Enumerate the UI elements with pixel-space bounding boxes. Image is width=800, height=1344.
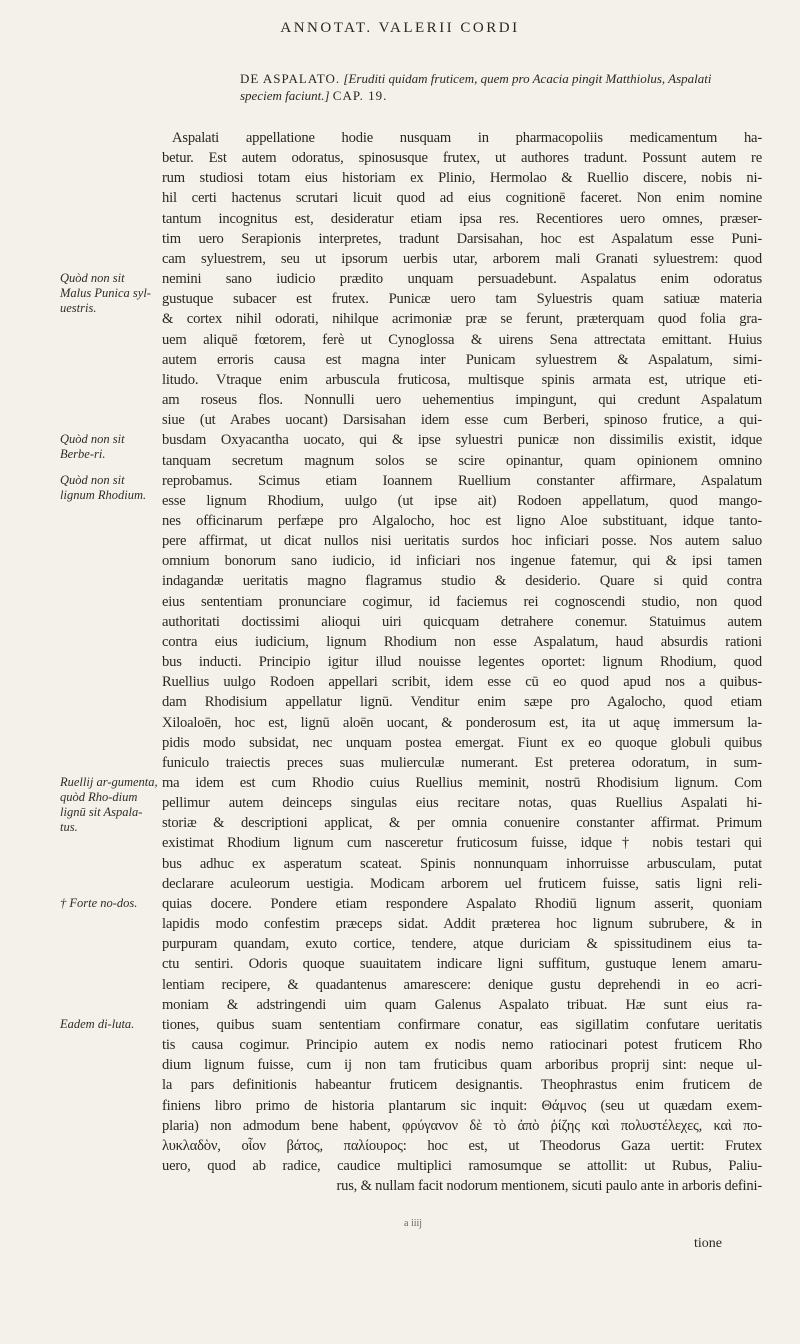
text-line: pidis modo subsidat, nec unquam postea emergat. Fiunt ex eo quoque globuli quibus	[162, 734, 762, 751]
text-line: litudo. Vtraque enim arbuscula fruticosa, multisque spinis armata est, utrique eti-	[162, 371, 762, 388]
text-line: betur. Est autem odoratus, spinosusque frutex, ut authores tradunt. Possunt autem re	[162, 150, 762, 167]
margin-note: Quòd non sit lignum Rhodium.	[60, 472, 147, 502]
text-line: omnium bonorum sano iudicio, id inficiari nos ingenue fatemur, qui & ipsi tamen	[162, 553, 762, 570]
text-line: nemini sano iudicio prædito unquam persuadebunt. Aspalatus enim odoratus	[162, 271, 762, 288]
text-line: finiens libro primo de historia plantarum sic inquit: Θάμνος (seu ut quædam exem-	[162, 1097, 762, 1114]
text-line: λυκλαδὸν, οἷον βάτος, παλίουρος: hoc est, ut Theodorus Gaza uertit: Frutex	[162, 1137, 762, 1154]
text-line: moniam & adstringendi uim quam Galenus Aspalato tribuat. Hæ sunt eius ra-	[162, 996, 762, 1013]
text-line: bus inducti. Principio igitur illud nouisse legentes oportet: lignum Rhodium, quod	[162, 654, 762, 671]
text-line: tanquam secretum magnum solos se scire opinantur, quam opinionem omnino	[162, 452, 762, 469]
text-line: pere affirmat, ut dicat nullos nisi ueritatis surdos hoc inficiari posse. Nos autem saluo	[162, 533, 762, 550]
margin-note: † Forte no-dos.	[60, 895, 138, 910]
text-line: bus adhuc ex asperatum scateat. Spinis nonnunquam inhorruisse arbusculam, putat	[162, 855, 762, 872]
text-line: existimat Rhodium lignum cum nasceretur fruticosum fuisse, idque† nobis testari qui	[162, 835, 762, 852]
margin-note: Quòd non sit Berbe-ri.	[60, 432, 125, 462]
chapter-heading	[240, 70, 740, 104]
margin-note: Quòd non sit Malus Punica syl-uestris.	[60, 271, 151, 316]
text-line: dam Rhodisium appellatur lignū. Venditur enim sæpe pro Agalocho, quod etiam	[162, 694, 762, 711]
text-line: eius sententiam pronunciare cogimur, id faciemus rei cognoscendi studio, non quod	[162, 593, 762, 610]
text-line: busdam Oxyacantha uocato, qui & ipse syluestri punicæ non dissimilis existit, idque	[162, 432, 762, 449]
text-line: rus, & nullam facit nodorum mentionem, sicuti paulo ante in arboris defini-	[336, 1178, 762, 1195]
text-line: Xiloaloēn, hoc est, lignū aloēn uocant, & ponderosum est, ita ut aquę immersum la-	[162, 714, 762, 731]
text-line: ma idem est cum Rhodio cuius Ruellius meminit, nostrū Rhodisium lignum. Com	[162, 775, 762, 791]
text-line: nes officinarum perfæpe pro Algalocho, hoc est ligno Aloe substituant, idque tanto-	[162, 512, 762, 529]
text-line: reprobamus. Scimus etiam Ioannem Ruellium constanter affirmare, Aspalatum	[162, 472, 762, 489]
text-line: uero, quod ab radice, caudice multiplici ramosumque se attollit: ut Rubus, Paliu-	[162, 1157, 762, 1174]
text-line: tis causa cogimur. Principio autem ex nodis nemo ratiocinari potest fruticem Rho	[162, 1037, 762, 1054]
text-line: tim uero Serapionis interpretes, tradunt Darsisahan, hoc est Aspalatum esse Puni-	[162, 230, 762, 247]
text-line: Aspalati appellatione hodie nusquam in pharmacopoliis medicamentum ha-	[172, 130, 762, 146]
margin-note: Eadem di-luta.	[60, 1016, 135, 1031]
catchword: tione	[694, 1236, 722, 1251]
text-line: rum studiosi totam eius historiam ex Plinio, Hermolao & Ruellio discere, nobis ni-	[162, 170, 762, 187]
text-line: & cortex nihil odorati, nihilque acrimoniæ præ se ferunt, præterquam quod folia gra-	[162, 311, 762, 328]
text-line: authoritati doctissimi alioqui uiri quicquam detrahere conemur. Statuimus autem	[162, 613, 762, 630]
text-line: declarare aculeorum uestigia. Modicam arborem uel fruticem fuisse, satis ligni reli-	[162, 875, 762, 892]
chapter-number: CAP. 19.	[332, 88, 388, 103]
text-line: pellimur autem deinceps singulas eius recitare notas, quas Ruellius Aspalati hi-	[162, 795, 762, 812]
text-line: indagandæ ueritatis magno flagramus studio & desiderio. Quare si quid contra	[162, 573, 762, 590]
text-line: am roseus flos. Nonnulli uero uehementius impingunt, qui credunt Aspalatum	[162, 392, 762, 409]
text-line: gustuque subacer est frutex. Punicæ uero tam Syluestris quam satiuæ materia	[162, 291, 762, 308]
text-line: purpuram quandam, exuto cortice, tendere, atque duriciam & spissitudinem eius ta-	[162, 936, 762, 953]
text-line: storiæ & descriptioni applicat, & per omnia conuenire constanter affirmat. Primum	[162, 815, 762, 832]
text-line: tantum incognitus est, desideratur etiam ipsa res. Recentiores uero omnes, præser-	[162, 210, 762, 227]
body-text	[162, 128, 762, 1196]
text-line: tiones, quibus suam sententiam confirmare conatur, eas sigillatim confutare ueritatis	[162, 1016, 762, 1033]
text-line: lapidis modo confestim præceps sidat. Addit præterea hoc lignum subrubere, & in	[162, 916, 762, 933]
signature-mark: a iiij	[404, 1218, 423, 1229]
text-line: dium lignum fuisse, cum ij non tam fruticibus quam arboribus proprij sint: neque ul-	[162, 1057, 762, 1074]
text-line: ctu sentiri. Odoris quoque suauitatem indicare ligni suffitum, gustuque lenem amaru-	[162, 956, 762, 973]
chapter-title: DE ASPALATO.	[240, 71, 341, 86]
text-line: plaria) non admodum bene habent, φρύγανον δὲ τὸ ἀπὸ ῥίζης καὶ πολυστέλεχες, καὶ πο-	[162, 1117, 762, 1134]
text-line: Ruellius uulgo Rodoen appellari scribit, idem esse cū eo quod apud nos a quibus-	[162, 674, 762, 691]
text-line: hil certi hactenus scrutari licuit quod ad eius cognitionē faceret. Non enim nomine	[162, 190, 762, 207]
text-line: contra eius iudicium, lignum Rhodium non esse Aspalatum, haud absurdis rationi	[162, 633, 762, 650]
text-line: cam syluestrem, seu ut ipsorum uerbis utar, arborem mali Granati syluestrem: quod	[162, 250, 762, 267]
text-line: funiculo traiectis preces suas mulierculæ numerant. Est preterea odoratum, in sum-	[162, 754, 762, 771]
text-line: lentiam recipere, & quadantenus amarescere: denique gustu deprehendi in eo acri-	[162, 976, 762, 993]
text-line: quias docere. Pondere etiam respondere Aspalato Rhodiū lignum asserit, quoniam	[162, 895, 762, 912]
text-line: uem aliquē fœtorem, ferè ut Cynoglossa & uirens Sena attrectata emittant. Huius	[162, 331, 762, 348]
text-line: esse lignum Rhodium, uulgo (ut ipse ait) Rodoen appellatum, quod mango-	[162, 492, 762, 509]
margin-note: Ruellij ar-gumenta, quòd Rho-dium lignū sit Aspala-tus.	[60, 774, 158, 834]
running-head: ANNOTAT. VALERII CORDI	[280, 20, 520, 36]
text-line: la pars definitionis habeantur fruticem designantis. Theophrastus enim fruticem de	[162, 1077, 762, 1094]
chapter-subtitle: [Eruditi quidam fruticem, quem pro Acacia pingit Matthiolus, Aspalati speciem faciunt.]	[240, 71, 712, 103]
text-line: autem erroris causa est magna inter Punicam syluestrem & Aspalatum, simi-	[162, 351, 762, 368]
text-line: siue (ut Arabes uocant) Darsisahan idem esse cum Berberi, spinoso frutice, a qui-	[162, 412, 762, 429]
